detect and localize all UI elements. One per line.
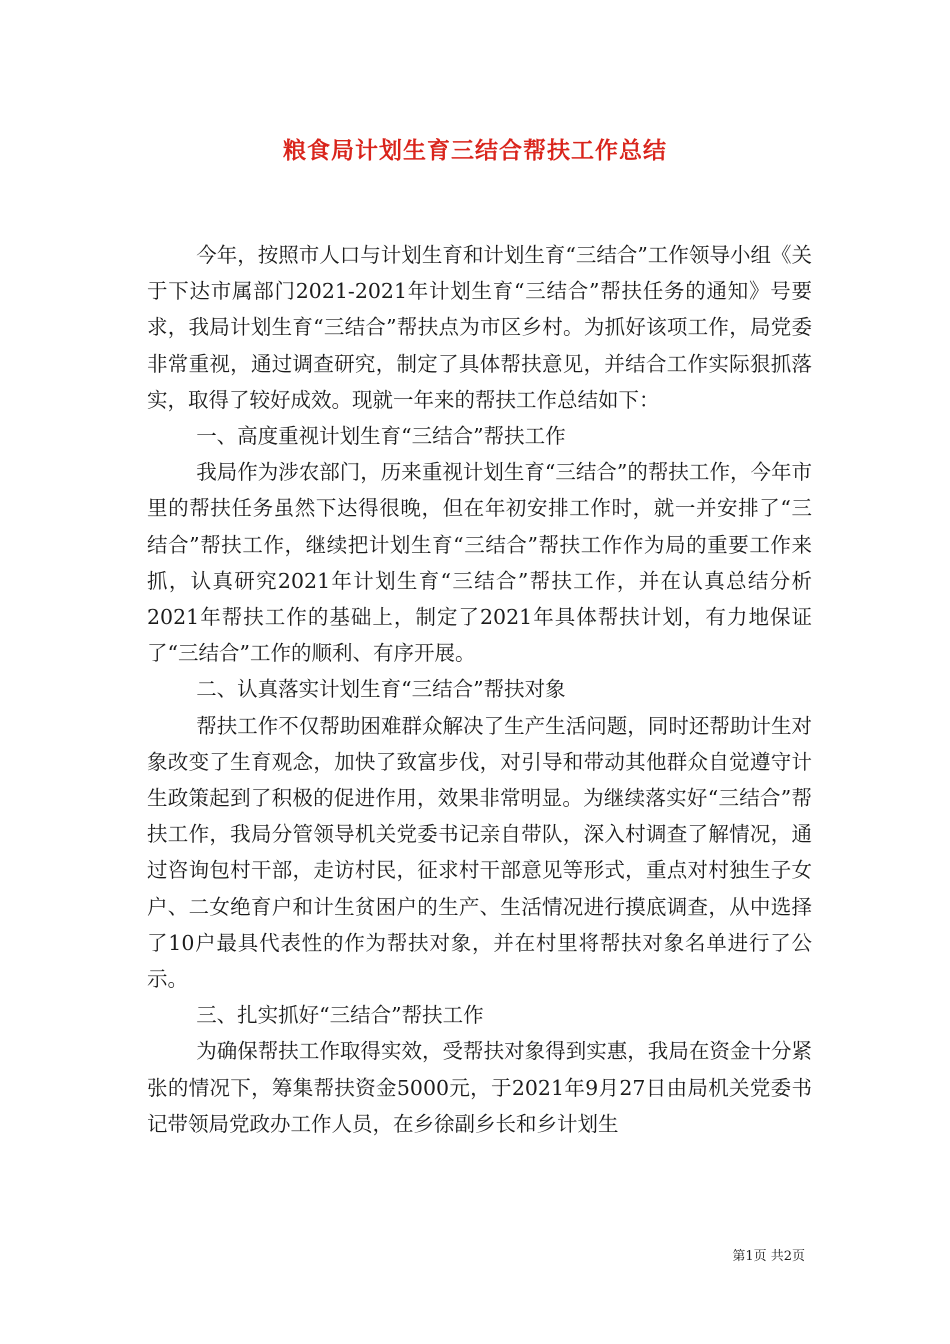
document-title: 粮食局计划生育三结合帮扶工作总结 [283, 138, 667, 164]
paragraph-section-1: 我局作为涉农部门，历来重视计划生育“三结合”的帮扶工作，今年市里的帮扶任务虽然下达得很晚，但在年初安排工作时，就一并安排了“三结合”帮扶工作，继续把计划生育“三结合”帮扶工作作为局的重要工作来抓，认真研究2021年计划生育“三结合”帮扶工作，并在认真总结分析2021年帮扶工作的基础上，制定了2021年具体帮扶计划，有力地保证了“三结合”工作的顺利、有序开展。 [147, 460, 812, 666]
section-heading-2: 二、认真落实计划生育“三结合”帮扶对象 [196, 677, 566, 702]
paragraph-section-3: 为确保帮扶工作取得实效，受帮扶对象得到实惠，我局在资金十分紧张的情况下，筹集帮扶资金5000元，于2021年9月27日由局机关党委书记带领局党政办工作人员，在乡徐副乡长和乡计划生 [147, 1039, 812, 1136]
paragraph-intro: 今年，按照市人口与计划生育和计划生育“三结合”工作领导小组《关于下达市属部门2021-2021年计划生育“三结合”帮扶任务的通知》号要求，我局计划生育“三结合”帮扶点为市区乡村。为抓好该项工作，局党委非常重视，通过调查研究，制定了具体帮扶意见，并结合工作实际狠抓落实，取得了较好成效。现就一年来的帮扶工作总结如下： [147, 243, 812, 412]
document-body [147, 237, 812, 1142]
section-heading-3: 三、扎实抓好“三结合”帮扶工作 [196, 1003, 484, 1028]
section-heading-1: 一、高度重视计划生育“三结合”帮扶工作 [196, 424, 566, 449]
page-number: 第1页 共2页 [732, 1249, 805, 1264]
paragraph-section-2: 帮扶工作不仅帮助困难群众解决了生产生活问题，同时还帮助计生对象改变了生育观念，加快了致富步伐，对引导和带动其他群众自觉遵守计生政策起到了积极的促进作用，效果非常明显。为继续落实好“三结合”帮扶工作，我局分管领导机关党委书记亲自带队，深入村调查了解情况，通过咨询包村干部，走访村民，征求村干部意见等形式，重点对村独生子女户、二女绝育户和计生贫困户的生产、生活情况进行摸底调查，从中选择了10户最具代表性的作为帮扶对象，并在村里将帮扶对象名单进行了公示。 [147, 713, 812, 992]
